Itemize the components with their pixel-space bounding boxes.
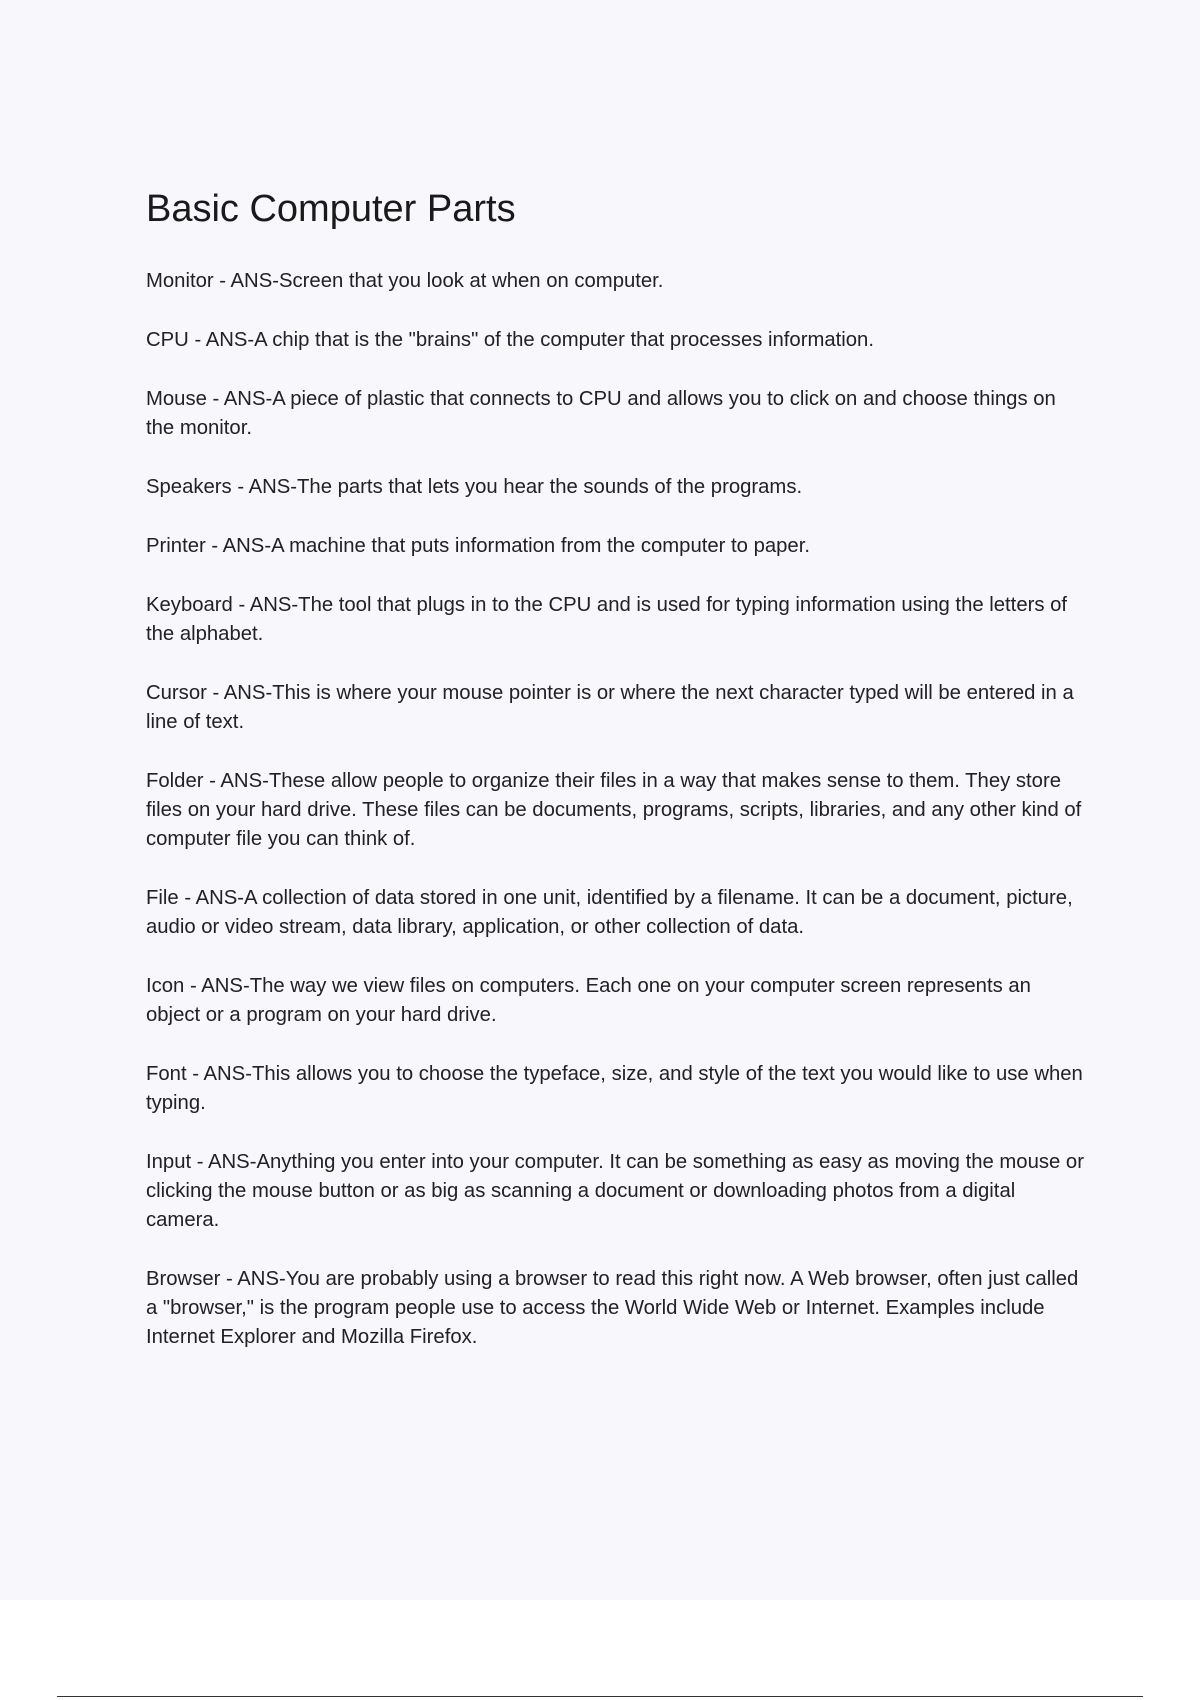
term-entry-input: Input - ANS-Anything you enter into your computer. It can be something as easy as moving the mouse or clicking the mouse button or as big as scanning a document or downloading photos from a digital camera. xyxy=(146,1151,1084,1231)
term-entry-icon: Icon - ANS-The way we view files on computers. Each one on your computer screen represents an object or a program on your hard drive. xyxy=(146,975,1031,1026)
term-entry-cursor: Cursor - ANS-This is where your mouse pointer is or where the next character typed will be entered in a line of text. xyxy=(146,682,1074,733)
footer-divider xyxy=(57,1696,1143,1697)
term-entry-file: File - ANS-A collection of data stored in one unit, identified by a filename. It can be a document, picture, audio or video stream, data library, application, or other collection of data. xyxy=(146,887,1073,938)
term-entry-browser: Browser - ANS-You are probably using a browser to read this right now. A Web browser, often just called a "browser," is the program people use to access the World Wide Web or Internet. Examples include Internet Explorer and Mozilla Firefox. xyxy=(146,1268,1079,1348)
term-entry-keyboard: Keyboard - ANS-The tool that plugs in to the CPU and is used for typing information using the letters of the alphabet. xyxy=(146,594,1068,645)
term-list xyxy=(146,267,1086,1352)
term-entry-font: Font - ANS-This allows you to choose the typeface, size, and style of the text you would like to use when typing. xyxy=(146,1063,1083,1114)
term-entry-printer: Printer - ANS-A machine that puts information from the computer to paper. xyxy=(146,535,810,557)
page-title: Basic Computer Parts xyxy=(146,188,516,230)
term-entry-monitor: Monitor - ANS-Screen that you look at when on computer. xyxy=(146,270,664,292)
document-content xyxy=(146,184,1086,1382)
term-entry-folder: Folder - ANS-These allow people to organize their files in a way that makes sense to them. They store files on your hard drive. These files can be documents, programs, scripts, libraries, and any other kind of computer file you can think of. xyxy=(146,770,1082,850)
term-entry-speakers: Speakers - ANS-The parts that lets you hear the sounds of the programs. xyxy=(146,476,803,498)
term-entry-cpu: CPU - ANS-A chip that is the "brains" of the computer that processes information. xyxy=(146,329,874,351)
term-entry-mouse: Mouse - ANS-A piece of plastic that connects to CPU and allows you to click on and choose things on the monitor. xyxy=(146,388,1056,439)
